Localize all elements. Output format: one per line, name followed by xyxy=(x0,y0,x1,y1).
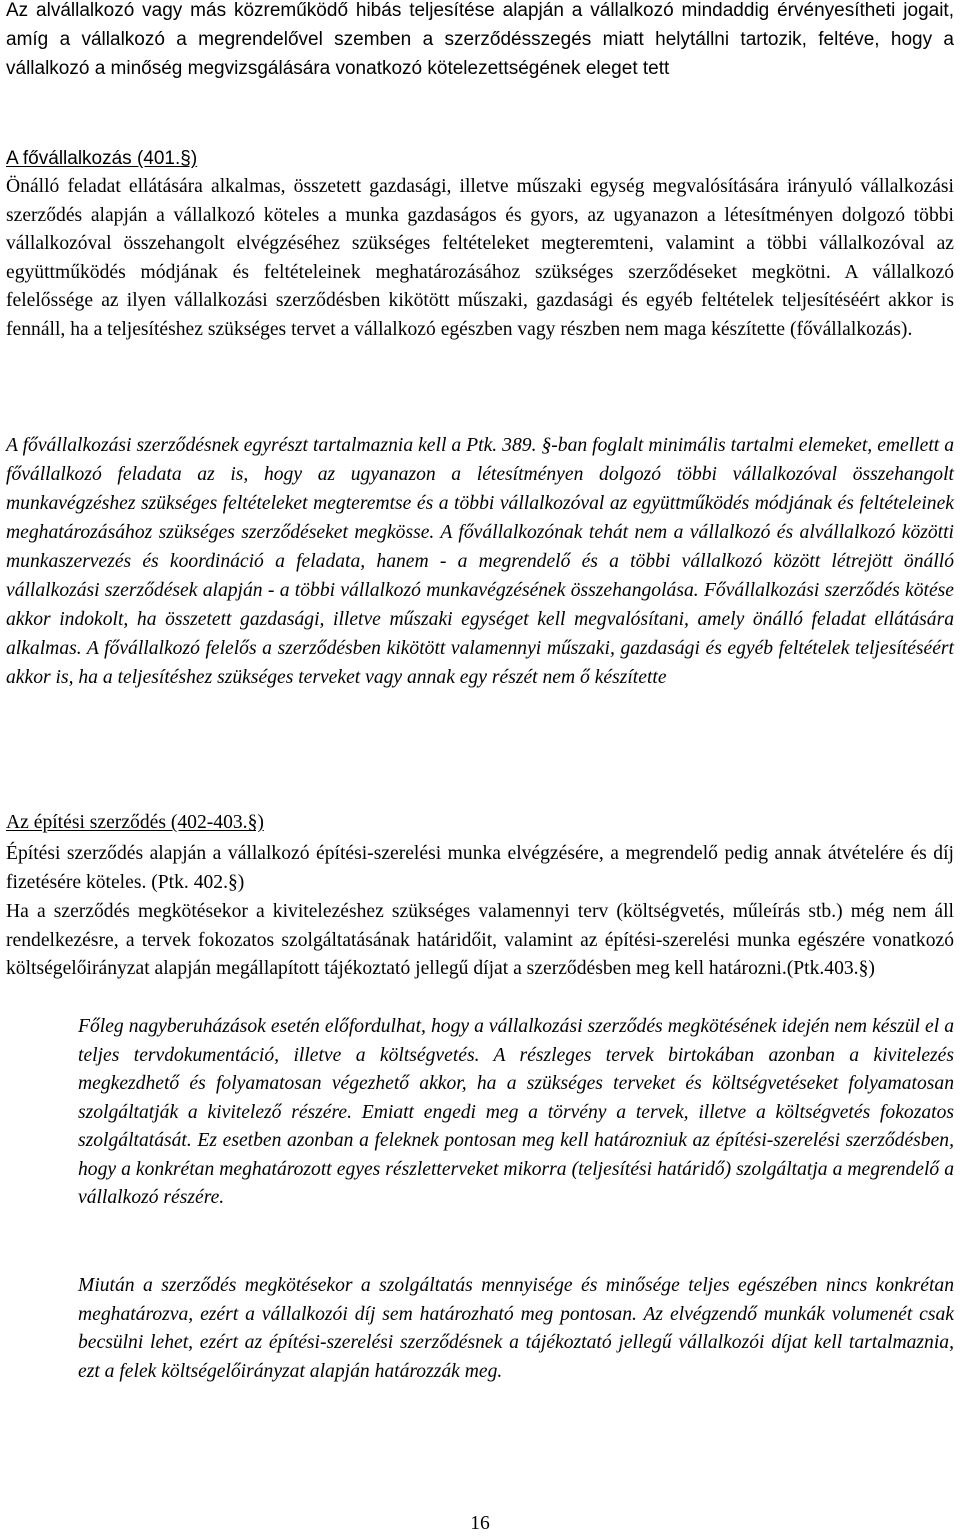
fovallalkozas-heading: A fővállalkozás (401.§) xyxy=(6,148,198,169)
epitesi-body-2: Ha a szerződés megkötésekor a kivitelezéshez szükséges valamennyi terv (költségvetés, műleírás stb.) még nem áll rendelkezésre, a tervek fokozatos szolgáltatásának határidőit, valamint az építési-szerelési munka egészére vonatkozó költségelőirányzat alapján megállapított tájékoztató jellegű díjat a szerződésben meg kell határozni.(Ptk.403.§) xyxy=(6,901,954,979)
epitesi-heading: Az építési szerződés (402-403.§) xyxy=(6,812,264,833)
epitesi-commentary-2: Miután a szerződés megkötésekor a szolgáltatás mennyisége és minősége teljes egészében nincs konkrétan meghatározva, ezért a vállalkozói díj sem határozható meg pontosan. Az elvégzendő munkák volumenét csak becsülni lehet, ezért az építési-szerelési szerződésnek a tájékoztató jellegű vállalkozói díjat kell tartalmaznia, ezt a felek költségelőirányzat alapján határozzák meg. xyxy=(78,1275,954,1382)
epitesi-body-1: Építési szerződés alapján a vállalkozó építési-szerelési munka elvégzésére, a megrendelő pedig annak átvételére és díj fizetésére köteles. (Ptk. 402.§) xyxy=(6,843,954,893)
fovallalkozas-commentary: A fővállalkozási szerződésnek egyrészt tartalmaznia kell a Ptk. 389. §-ban foglalt minimális tartalmi elemeket, emellett a fővállalkozó feladata az is, hogy az ugyanazon a létesítményen dolgozó többi vállalkozóval összehangolt munkavégzéshez szükséges feltételeket megteremtse és a többi vállalkozóval az együttműködés módjának és feltételeinek meghatározásához szükséges szerződéseket megkösse. A fővállalkozónak tehát nem a vállalkozó és alvállalkozó közötti munkaszervezés és koordináció a feladata, hanem - a megrendelő és a többi vállalkozó között létrejött önálló vállalkozási szerződések alapján - a többi vállalkozó munkavégzésének összehangolása. Fővállalkozási szerződés kötése akkor indokolt, ha összetett gazdasági, illetve műszaki egységet kell megvalósítani, amely önálló feladat ellátására alkalmas. A fővállalkozó felelős a szerződésben kikötött valamennyi műszaki, gazdasági és egyéb feltételek teljesítéséért akkor is, ha a teljesítéshez szükséges terveket vagy annak egy részét nem ő készítette xyxy=(6,435,954,688)
intro-paragraph: Az alvállalkozó vagy más közreműködő hibás teljesítése alapján a vállalkozó mindaddig érvényesítheti jogait, amíg a vállalkozó a megrendelővel szemben a szerződésszegés miatt helytállni tartozik, feltéve, hogy a vállalkozó a minőség megvizsgálására vonatkozó kötelezettségének eleget tett xyxy=(6,0,954,79)
epitesi-commentary-1: Főleg nagyberuházások esetén előfordulhat, hogy a vállalkozási szerződés megkötésének idején nem készül el a teljes tervdokumentáció, illetve a költségvetés. A részleges tervek birtokában azonban a kivitelezés megkezdhető és folyamatosan végezhető akkor, ha a szükséges terveket és költségvetéseket folyamatosan szolgáltatják a kivitelező részére. Emiatt engedi meg a törvény a tervek, illetve a költségvetés fokozatos szolgáltatását. Ez esetben azonban a feleknek pontosan meg kell határozniuk az építési-szerelési szerződésben, hogy a konkrétan meghatározott egyes részletterveket mikorra (teljesítési határidő) szolgáltatja a megrendelő a vállalkozó részére. xyxy=(78,1016,954,1208)
page-number: 16 xyxy=(470,1513,490,1534)
fovallalkozas-body: Önálló feladat ellátására alkalmas, összetett gazdasági, illetve műszaki egység megvalósítására irányuló vállalkozási szerződés alapján a vállalkozó köteles a munka gazdaságos és gyors, az ugyanazon a létesítményen dolgozó többi vállalkozóval összehangolt elvégzéséhez szükséges feltételeket megteremteni, valamint a többi vállalkozóval az együttműködés módjának és feltételeinek meghatározásához szükséges szerződéseket megkötni. A vállalkozó felelőssége az ilyen vállalkozási szerződésben kikötött műszaki, gazdasági és egyéb feltételek teljesítéséért akkor is fennáll, ha a teljesítéshez szükséges tervet a vállalkozó egészben vagy részben nem maga készítette (fővállalkozás). xyxy=(6,176,954,340)
